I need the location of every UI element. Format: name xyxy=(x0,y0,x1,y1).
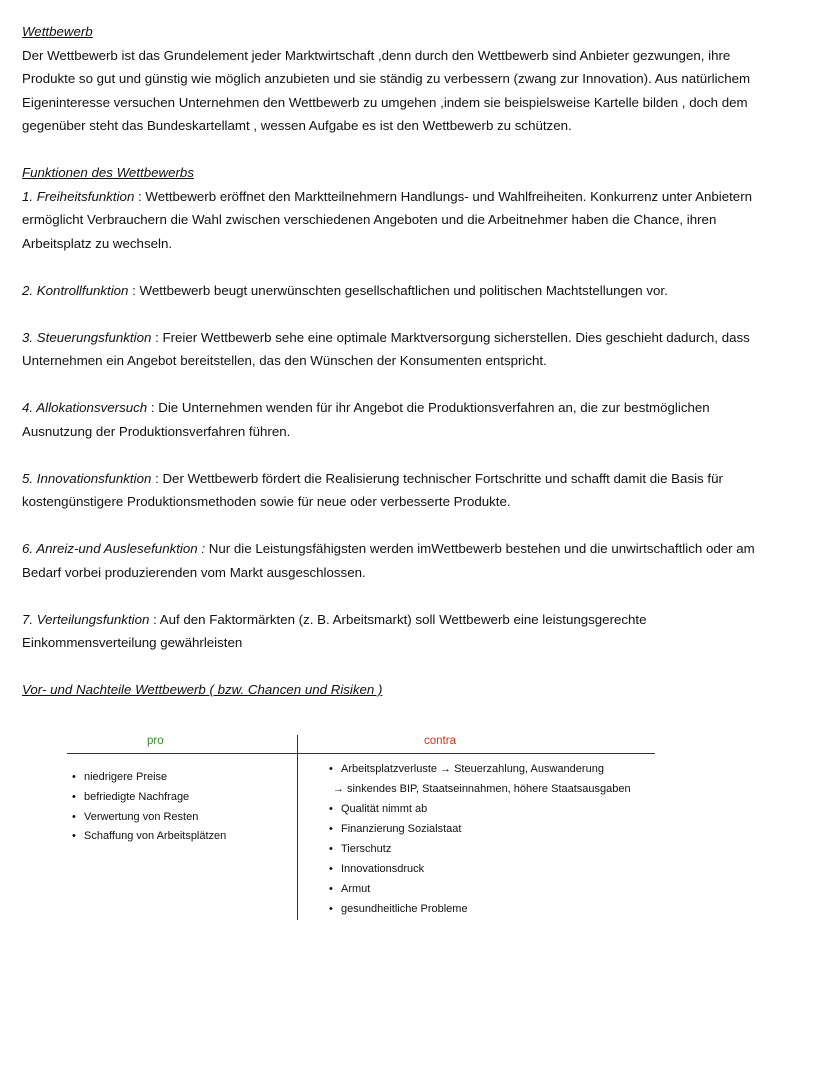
funktion-title: 4. Allokationsversuch xyxy=(22,400,148,415)
funktion-line: Einkommensverteilung gewährleisten xyxy=(22,635,243,650)
list-item: • Armut xyxy=(329,883,371,895)
funktion-title: 7. Verteilungsfunktion xyxy=(22,611,150,627)
funktion-line: ermöglicht Verbrauchern die Wahl zwischen verschiedenen Angeboten und die Arbeitnehmer haben die Chance, ihren xyxy=(22,212,717,227)
funktion-line: kostengünstigere Produktionsmethoden sowie für neue oder verbesserte Produkte. xyxy=(22,494,511,509)
list-item: • Schaffung von Arbeitsplätzen xyxy=(72,830,227,843)
funktion-6 xyxy=(22,537,812,561)
funktion-text: : Der Wettbewerb fördert die Realisierung technischer Fortschritte und schafft damit die Basis für xyxy=(151,470,723,486)
funktion-line: Bedarf vorbei produzierenden vom Markt ausgeschlossen. xyxy=(22,564,366,580)
document-page xyxy=(22,20,812,702)
funktion-text: Nur die Leistungsfähigsten werden imWettbewerb bestehen und die unwirtschaftlich oder am xyxy=(205,541,755,556)
list-item: • gesundheitliche Probleme xyxy=(329,903,468,915)
funktion-3 xyxy=(22,326,812,350)
column-divider xyxy=(297,735,298,920)
wettbewerb-line: Produkte so gut und günstig wie möglich anzubieten und sie ständig zu verbessern (zwang zur Innovation). Aus natürlichem xyxy=(22,71,751,86)
heading-vor-nachteile: Vor- und Nachteile Wettbewerb ( bzw. Chancen und Risiken ) xyxy=(22,682,383,697)
wettbewerb-line: Eigeninteresse versuchen Unternehmen den Wettbewerb zu umgehen ,indem sie beispielsweise Kartelle bilden , doch dem xyxy=(22,94,748,110)
funktion-1 xyxy=(22,185,812,209)
heading-funktionen: Funktionen des Wettbewerbs xyxy=(22,165,194,180)
funktion-title: 6. Anreiz-und Auslesefunktion : xyxy=(22,541,206,556)
heading-wettbewerb: Wettbewerb xyxy=(22,24,93,39)
funktion-text: : Die Unternehmen wenden für ihr Angebot die Produktionsverfahren an, die zur bestmöglichen xyxy=(147,400,710,415)
funktion-text: : Freier Wettbewerb sehe eine optimale Marktversorgung sicherstellen. Dies geschieht dadurch, dass xyxy=(151,329,750,345)
list-item: • Tierschutz xyxy=(329,843,392,855)
funktion-line: Arbeitsplatz zu wechseln. xyxy=(22,235,173,251)
funktion-4 xyxy=(22,396,812,420)
wettbewerb-line: gegenüber steht das Bundeskartellamt , wessen Aufgabe es ist den Wettbewerb zu schützen. xyxy=(22,118,572,133)
list-item: • Finanzierung Sozialstaat xyxy=(329,823,462,835)
pro-list xyxy=(72,768,226,847)
list-item: • Innovationsdruck xyxy=(329,863,425,875)
pro-contra-table xyxy=(67,733,655,923)
funktion-line: Ausnutzung der Produktionsverfahren führen. xyxy=(22,423,291,439)
funktion-title: 1. Freiheitsfunktion xyxy=(22,188,135,204)
list-item: • niedrigere Preise xyxy=(72,771,168,783)
pro-header: pro xyxy=(147,735,164,747)
funktion-text: : Wettbewerb eröffnet den Marktteilnehmern Handlungs- und Wahlfreiheiten. Konkurrenz unter Anbietern xyxy=(134,188,753,204)
wettbewerb-line: Der Wettbewerb ist das Grundelement jeder Marktwirtschaft ,denn durch den Wettbewerb sind Anbieter gezwungen, ihre xyxy=(22,47,731,63)
funktion-5 xyxy=(22,467,812,491)
funktion-text: : Auf den Faktormärkten (z. B. Arbeitsmarkt) soll Wettbewerb eine leistungsgerechte xyxy=(149,611,647,627)
funktion-7 xyxy=(22,608,812,632)
funktion-title: 5. Innovationsfunktion xyxy=(22,470,152,486)
list-item: • Arbeitsplatzverluste → Steuerzahlung, Auswanderung xyxy=(329,763,604,775)
contra-header: contra xyxy=(424,735,456,747)
list-item: • Qualität nimmt ab xyxy=(329,803,428,815)
funktion-2 xyxy=(22,279,812,303)
contra-list xyxy=(329,759,631,919)
funktion-title: 3. Steuerungsfunktion xyxy=(22,329,152,345)
funktion-line: Unternehmen ein Angebot bereitstellen, das den Wünschen der Konsumenten entspricht. xyxy=(22,353,547,368)
list-item-continuation: → sinkendes BIP, Staatseinnahmen, höhere Staatsausgaben xyxy=(333,783,631,795)
header-divider xyxy=(67,753,655,754)
funktion-title: 2. Kontrollfunktion xyxy=(22,282,129,298)
funktion-text: : Wettbewerb beugt unerwünschten gesellschaftlichen und politischen Machtstellungen vor. xyxy=(128,282,668,298)
list-item: • befriedigte Nachfrage xyxy=(72,790,190,803)
list-item: • Verwertung von Resten xyxy=(72,810,199,823)
